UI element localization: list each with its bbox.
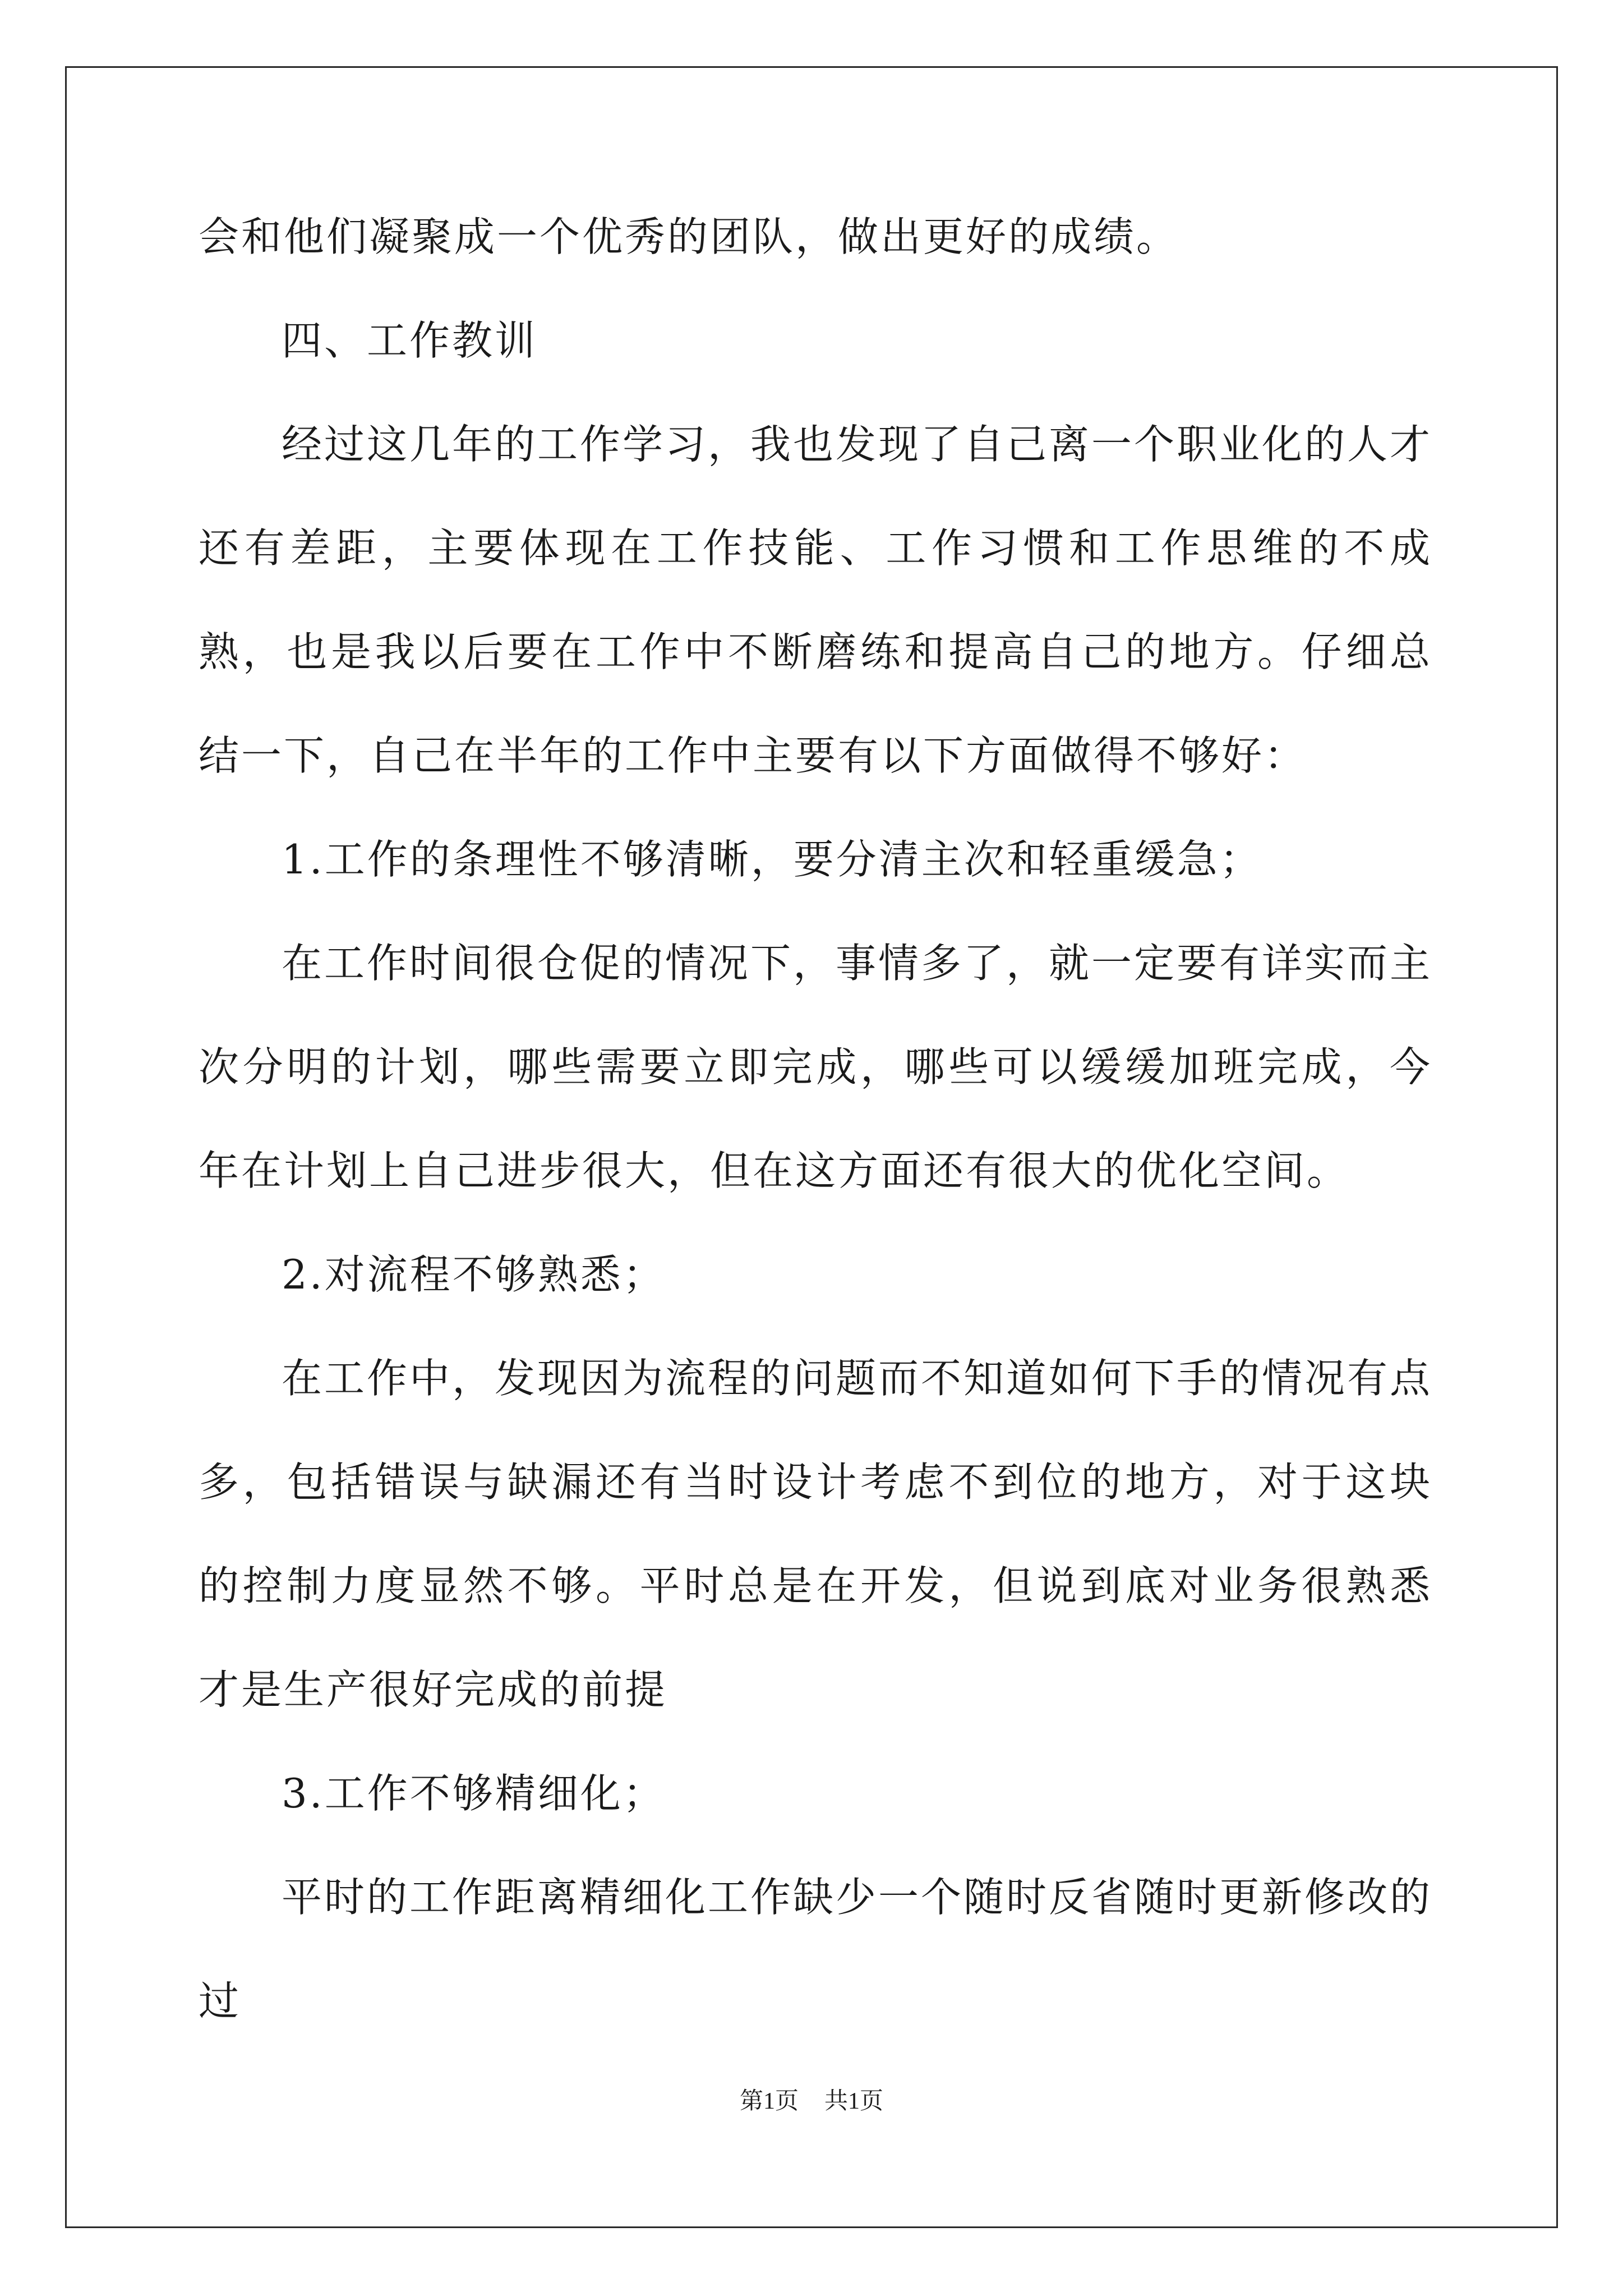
paragraph-continuation: 会和他们凝聚成一个优秀的团队，做出更好的成绩。	[199, 213, 1179, 260]
list-item-heading-3: 3.工作不够精细化；	[282, 1770, 666, 1817]
paragraph-item-1: 在工作时间很仓促的情况下，事情多了，就一定要有详实而主次分明的计划，哪些需要立即完成，哪些可以缓缓加班完成，今年在计划上自己进步很大，但在这方面还有很大的优化空间。	[199, 940, 1433, 1194]
paragraph-item-3: 平时的工作距离精细化工作缺少一个随时反省随时更新修改的过	[199, 1874, 1433, 2024]
list-item-heading-2: 2.对流程不够熟悉；	[282, 1251, 666, 1298]
section-heading: 四、工作教训	[282, 317, 538, 364]
document-body	[199, 185, 1432, 2053]
page-total: 共1页	[824, 2088, 884, 2114]
paragraph-item-2: 在工作中，发现因为流程的问题而不知道如何下手的情况有点多，包括错误与缺漏还有当时设计考虑不到位的地方，对于这块的控制力度显然不够。平时总是在开发，但说到底对业务很熟悉才是生产很好完成的前提	[199, 1355, 1433, 1713]
list-item-heading-1: 1.工作的条理性不够清晰，要分清主次和轻重缓急；	[282, 836, 1262, 883]
page-number: 第1页	[739, 2088, 799, 2114]
paragraph-intro: 经过这几年的工作学习，我也发现了自己离一个职业化的人才还有差距，主要体现在工作技能、工作习惯和工作思维的不成熟，也是我以后要在工作中不断磨练和提高自己的地方。仔细总结一下，自己在半年的工作中主要有以下方面做得不够好：	[199, 421, 1433, 779]
page-footer	[0, 2082, 1623, 2116]
